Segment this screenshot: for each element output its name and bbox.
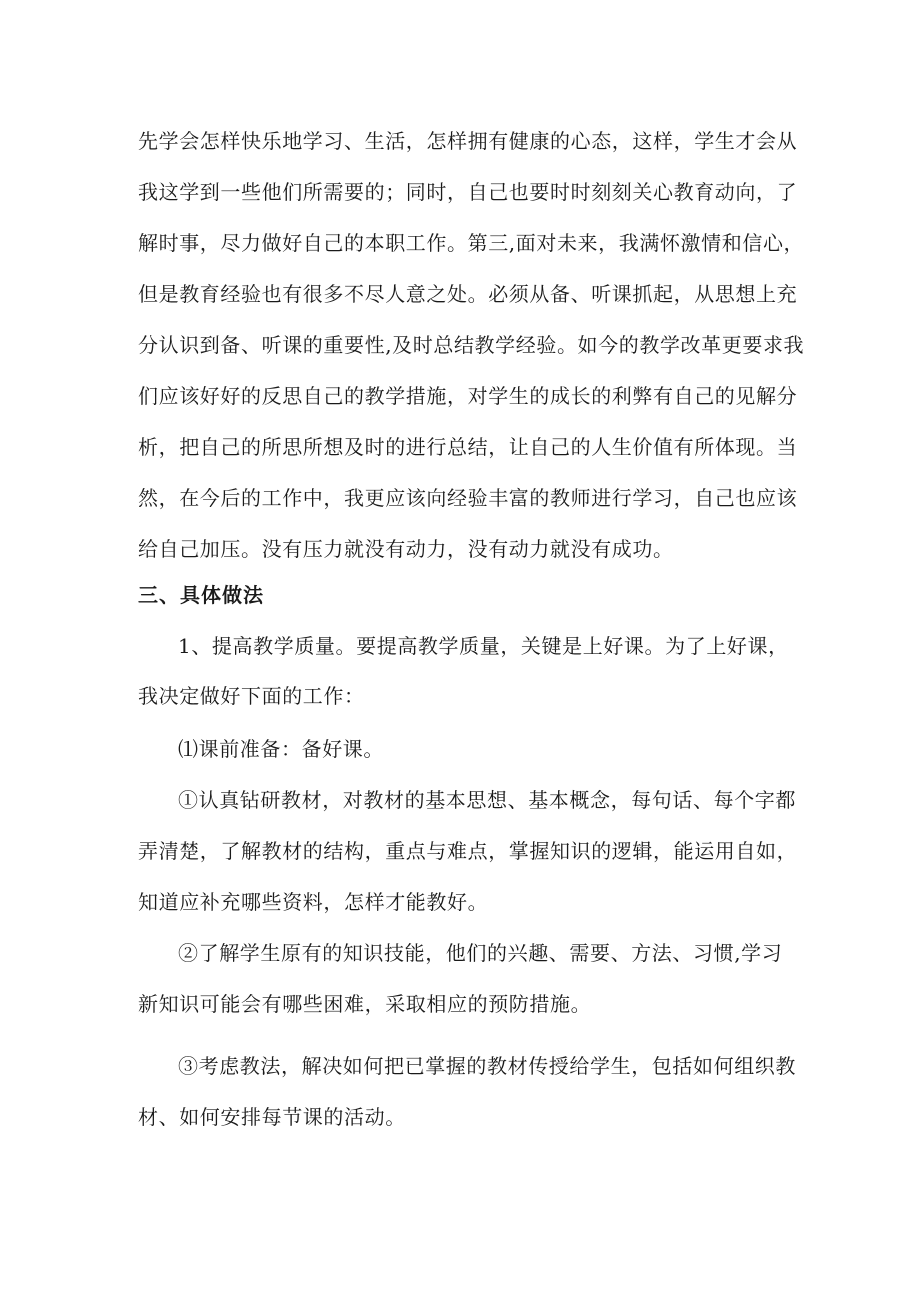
paragraph-line: 分认识到备、听课的重要性,及时总结教学经验。如今的教学改革更要求我 (138, 333, 805, 357)
point-line: 材、如何安排每节课的活动。 (138, 1105, 406, 1129)
paragraph-line: 解时事，尽力做好自己的本职工作。第三,面对未来，我满怀激情和信心， (138, 231, 805, 255)
subheading: ⑴课前准备：备好课。 (178, 737, 384, 761)
point-line: ①认真钻研教材，对教材的基本思想、基本概念，每句话、每个字都 (178, 788, 796, 812)
paragraph-line: 先学会怎样快乐地学习、生活，怎样拥有健康的心态，这样，学生才会从 (138, 129, 798, 153)
point-line: ③考虑教法，解决如何把已掌握的教材传授给学生，包括如何组织教 (178, 1054, 796, 1078)
paragraph-line: 然，在今后的工作中，我更应该向经验丰富的教师进行学习，自己也应该 (138, 486, 798, 510)
paragraph-line: 们应该好好的反思自己的教学措施，对学生的成长的利弊有自己的见解分 (138, 384, 798, 408)
paragraph-line: 我这学到一些他们所需要的；同时，自己也要时时刻刻关心教育动向，了 (138, 180, 798, 204)
paragraph-line: 但是教育经验也有很多不尽人意之处。必须从备、听课抓起，从思想上充 (138, 282, 798, 306)
item-line: 1、提高教学质量。要提高教学质量，关键是上好课。为了上好课， (178, 634, 789, 658)
point-line: 知道应补充哪些资料，怎样才能教好。 (138, 890, 489, 914)
point-line: ②了解学生原有的知识技能，他们的兴趣、需要、方法、习惯,学习 (178, 941, 783, 965)
point-line: 新知识可能会有哪些困难，采取相应的预防措施。 (138, 992, 592, 1016)
section-heading: 三、具体做法 (138, 583, 264, 607)
paragraph-line: 给自己加压。没有压力就没有动力，没有动力就没有成功。 (138, 537, 674, 561)
item-line: 我决定做好下面的工作： (138, 684, 365, 708)
point-line: 弄清楚，了解教材的结构，重点与难点，掌握知识的逻辑，能运用自如， (138, 839, 798, 863)
paragraph-line: 析，把自己的所思所想及时的进行总结，让自己的人生价值有所体现。当 (138, 435, 798, 459)
